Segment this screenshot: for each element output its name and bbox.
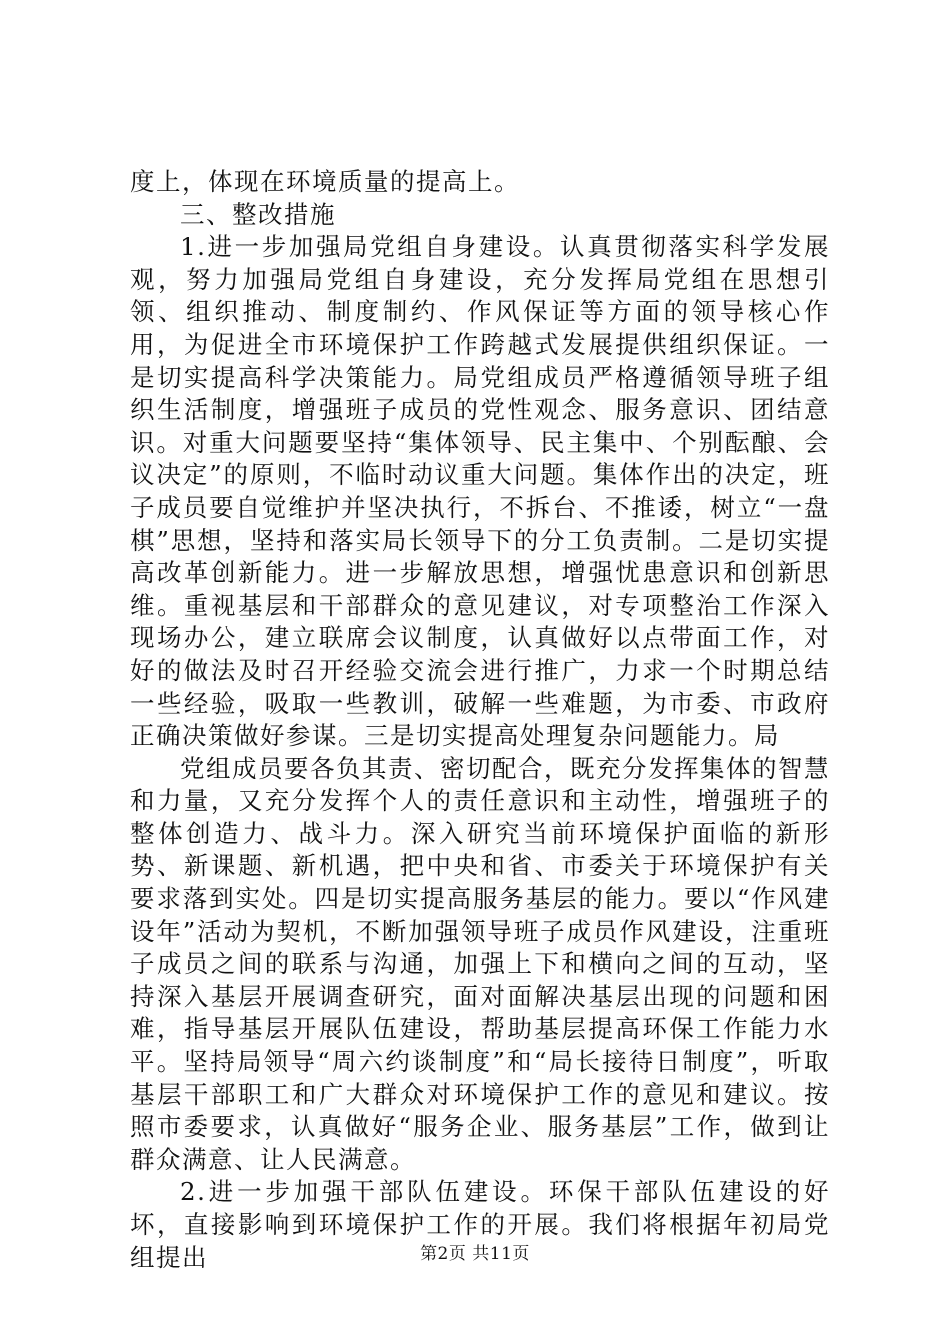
page-number-label: 第2页 共11页 — [420, 1244, 530, 1264]
paragraph-measure-1-continued: 党组成员要各负其责、密切配合，既充分发挥集体的智慧和力量，又充分发挥个人的责任意识和主动性，增强班子的整体创造力、战斗力。深入研究当前环境保护面临的新形势、新课题、新机遇，把中央和省、市委关于环境保护有关要求落到实处。四是切实提高服务基层的能力。要以“作风建设年”活动为契机，不断加强领导班子成员作风建设，注重班子成员之间的联系与沟通，加强上下和横向之间的互动，坚持深入基层开展调查研究，面对面解决基层出现的问题和困难，指导基层开展队伍建设，帮助基层提高环保工作能力水平。坚持局领导“周六约谈制度”和“局长接待日制度”，听取基层干部职工和广大群众对环境保护工作的意见和建议。按照市委要求，认真做好“服务企业、服务基层”工作，做到让群众满意、让人民满意。 — [130, 753, 830, 1174]
paragraph-measure-1: 1.进一步加强局党组自身建设。认真贯彻落实科学发展观，努力加强局党组自身建设，充分发挥局党组在思想引领、组织推动、制度制约、作风保证等方面的领导核心作用，为促进全市环境保护工作跨越式发展提供组织保证。一是切实提高科学决策能力。局党组成员严格遵循领导班子组织生活制度，增强班子成员的党性观念、服务意识、团结意识。对重大问题要坚持“集体领导、民主集中、个别酝酿、会议决定”的原则，不临时动议重大问题。集体作出的决定，班子成员要自觉维护并坚决执行，不拆台、不推诿，树立“一盘棋”思想，坚持和落实局长领导下的分工负责制。二是切实提高改革创新能力。进一步解放思想，增强忧患意识和创新思维。重视基层和干部群众的意见建议，对专项整治工作深入现场办公，建立联席会议制度，认真做好以点带面工作，对好的做法及时召开经验交流会进行推广，力求一个时期总结一些经验，吸取一些教训，破解一些难题，为市委、市政府正确决策做好参谋。三是切实提高处理复杂问题能力。局 — [130, 232, 830, 751]
page-footer — [0, 1243, 950, 1265]
paragraph-continuation: 度上，体现在环境质量的提高上。 — [130, 167, 520, 196]
document-body — [130, 166, 830, 1274]
paragraph-measure-2: 2.进一步加强干部队伍建设。环保干部队伍建设的好坏，直接影响到环境保护工作的开展。我们将根据年初局党组提出 — [130, 1177, 830, 1272]
section-heading: 三、整改措施 — [180, 199, 336, 229]
